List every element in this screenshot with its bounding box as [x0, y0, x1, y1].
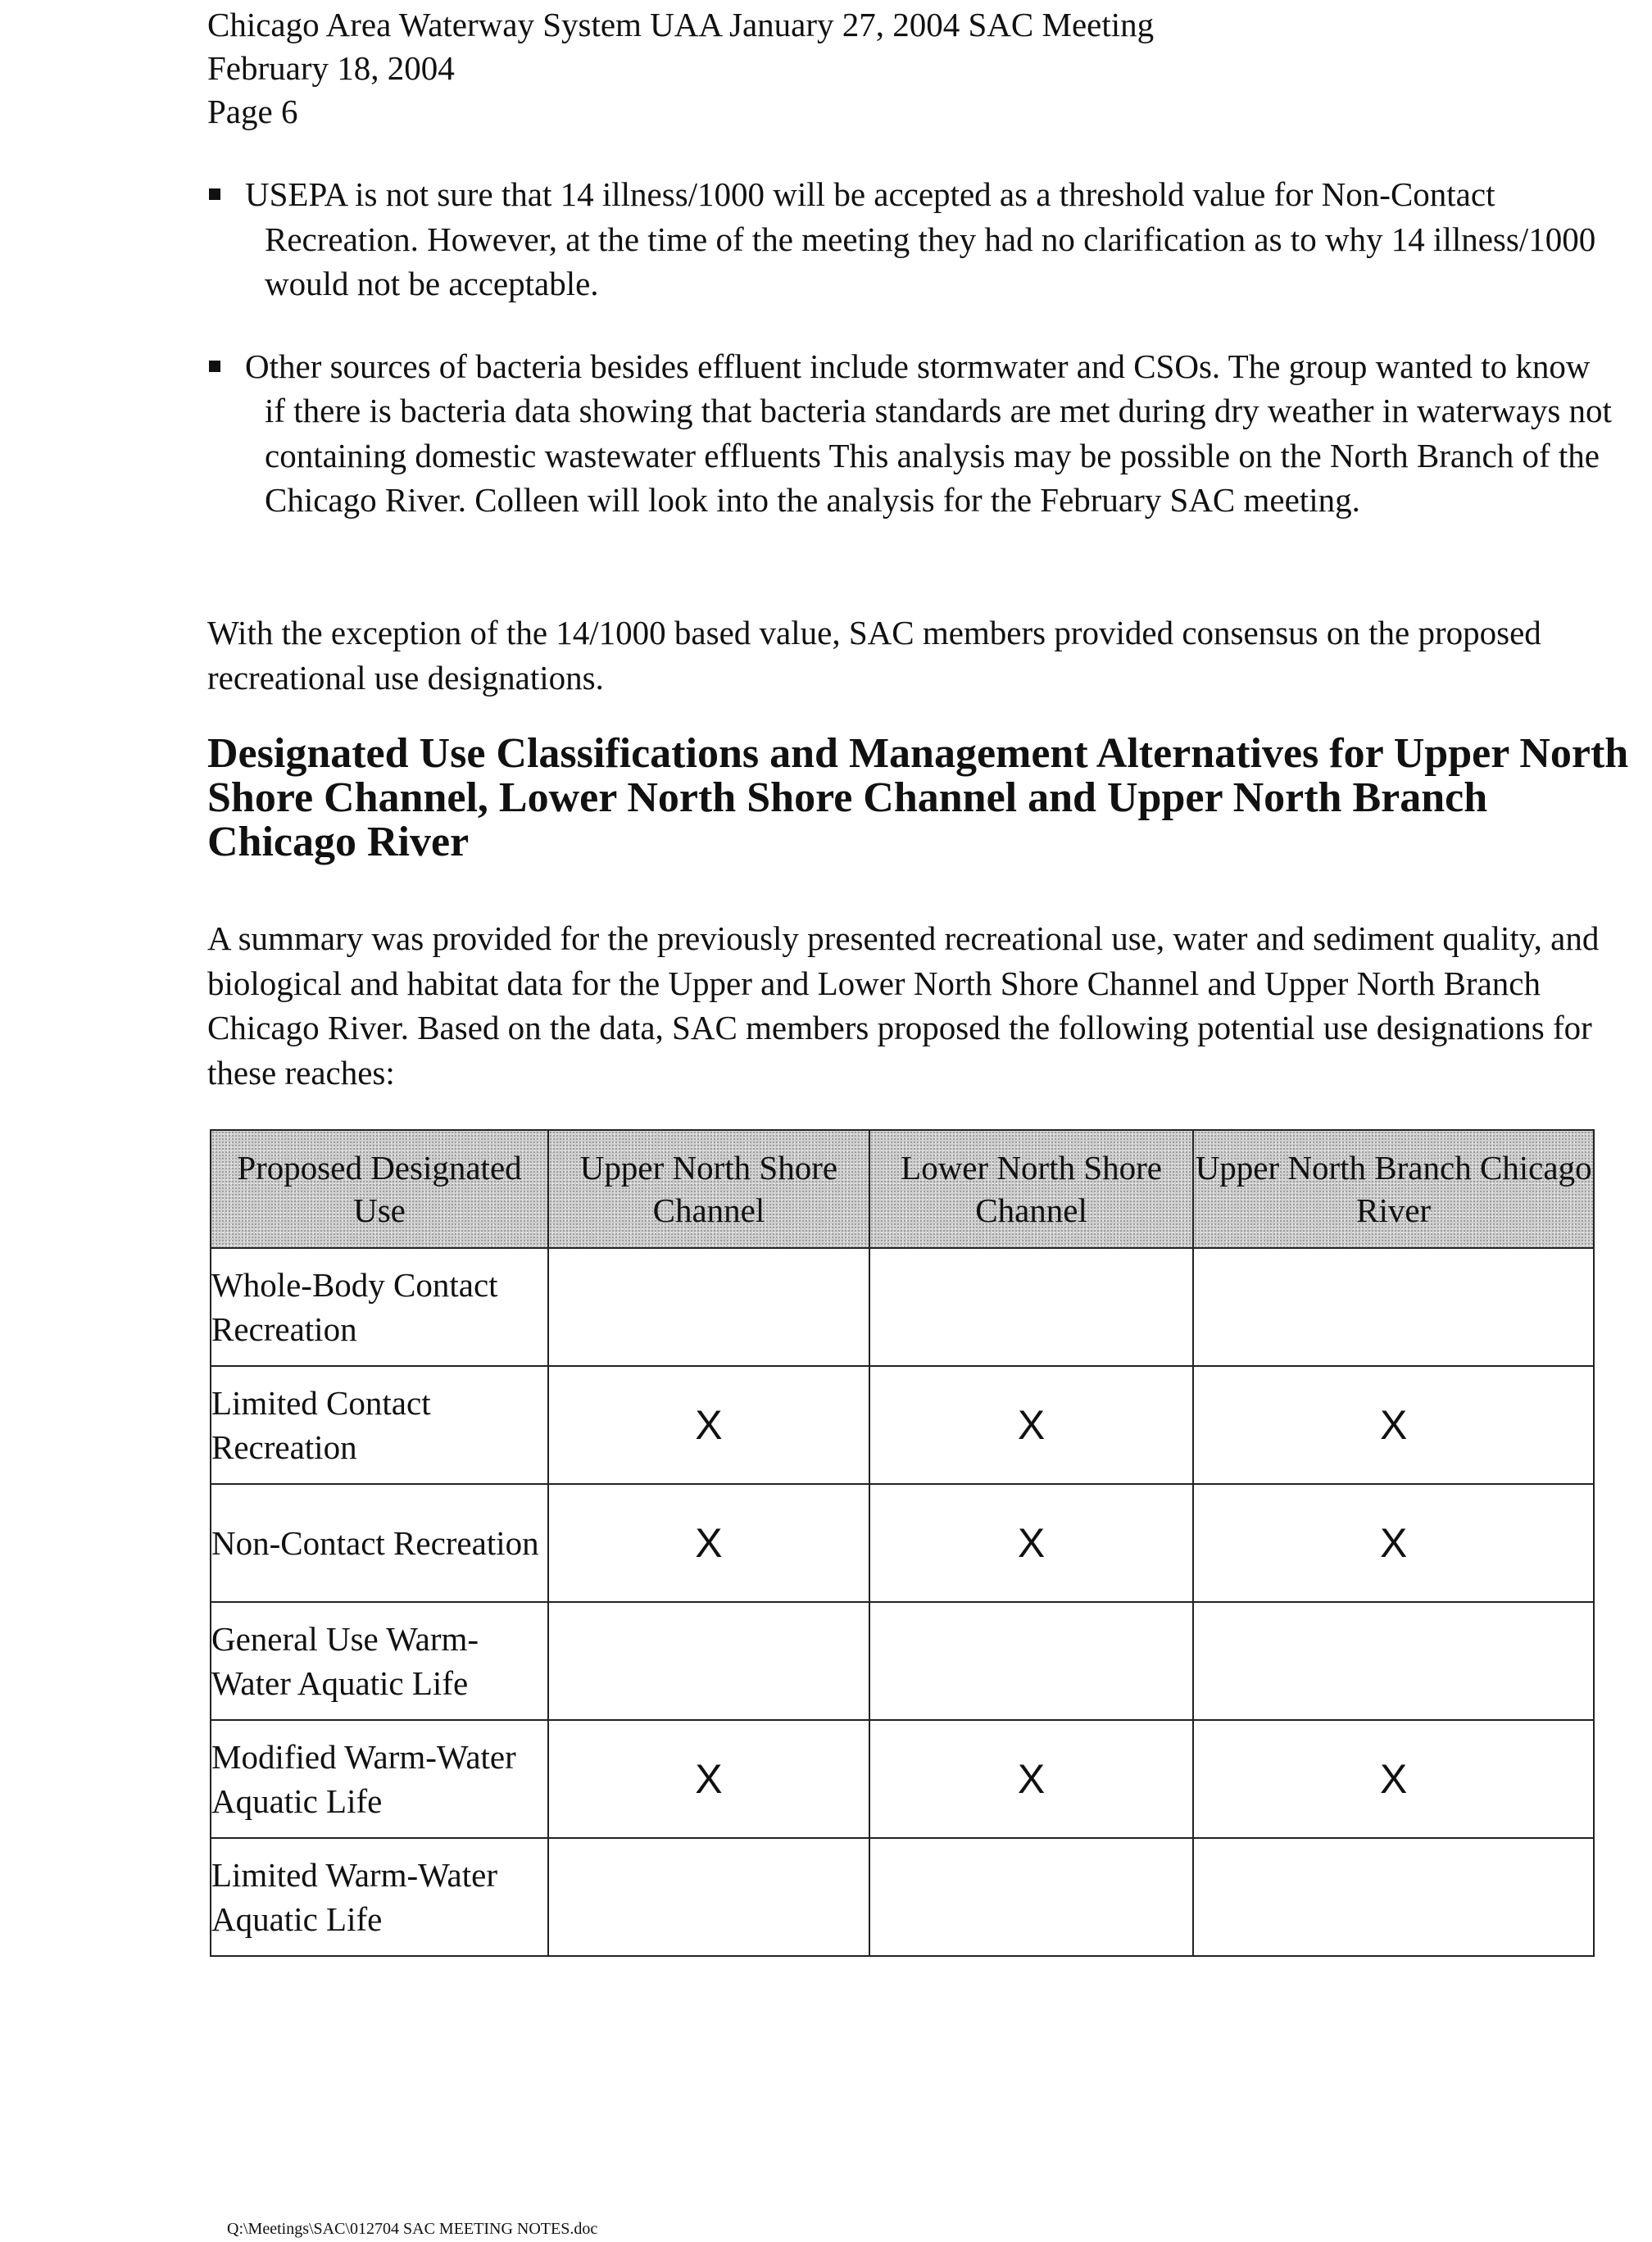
table-header-cell: Upper North Shore Channel	[548, 1130, 869, 1248]
mark-cell	[1193, 1838, 1594, 1956]
bullet-item	[207, 344, 1617, 523]
mark-cell	[869, 1838, 1193, 1956]
mark-cell	[1193, 1248, 1594, 1366]
bullet-text: USEPA is not sure that 14 illness/1000 will be accepted as a threshold value for Non-Contact Recreation. However, at the time of the meeting they had no clarification as to why 14 illness/1000 would not be acceptable.	[245, 175, 1596, 302]
mark-cell	[869, 1248, 1193, 1366]
mark-cell	[1193, 1602, 1594, 1720]
page-header	[207, 3, 1154, 134]
table-row	[211, 1602, 1594, 1720]
square-bullet-icon	[209, 361, 220, 372]
mark-cell: X	[548, 1366, 869, 1484]
table-header-cell: Upper North Branch Chicago River	[1193, 1130, 1594, 1248]
mark-cell: X	[1193, 1720, 1594, 1838]
table-row	[211, 1248, 1594, 1366]
designated-use-table	[210, 1129, 1595, 1957]
header-date: February 18, 2004	[207, 49, 455, 87]
bullet-text: Other sources of bacteria besides effluent include stormwater and CSOs. The group wanted to know if there is bacteria data showing that bacteria standards are met during dry weather in waterways not containing domestic wastewater effluents This analysis may be possible on the North Branch of the Chicago River. Colleen will look into the analysis for the February SAC meeting.	[245, 347, 1612, 519]
mark-cell	[869, 1602, 1193, 1720]
bullet-item	[207, 172, 1617, 306]
table-row	[211, 1484, 1594, 1602]
table-row	[211, 1366, 1594, 1484]
use-label-cell: Modified Warm-Water Aquatic Life	[211, 1720, 548, 1838]
mark-cell: X	[1193, 1484, 1594, 1602]
mark-cell: X	[869, 1366, 1193, 1484]
mark-cell	[548, 1602, 869, 1720]
mark-cell: X	[869, 1484, 1193, 1602]
use-label-cell: General Use Warm-Water Aquatic Life	[211, 1602, 548, 1720]
mark-cell: X	[1193, 1366, 1594, 1484]
mark-cell	[548, 1248, 869, 1366]
table-header-cell: Proposed Designated Use	[211, 1130, 548, 1248]
use-label-cell: Whole-Body Contact Recreation	[211, 1248, 548, 1366]
use-label-cell: Non-Contact Recreation	[211, 1484, 548, 1602]
mark-cell: X	[869, 1720, 1193, 1838]
summary-paragraph: A summary was provided for the previously presented recreational use, water and sediment quality, and biological and habitat data for the Upper and Lower North Shore Channel and Upper North Branch Chicago River. Based on the data, SAC members proposed the following potential use designations for these reaches:	[207, 919, 1600, 1092]
table-header-cell: Lower North Shore Channel	[869, 1130, 1193, 1248]
table-row	[211, 1838, 1594, 1956]
consensus-paragraph: With the exception of the 14/1000 based value, SAC members provided consensus on the proposed recreational use designations.	[207, 614, 1541, 697]
use-label-cell: Limited Warm-Water Aquatic Life	[211, 1838, 548, 1956]
mark-cell: X	[548, 1484, 869, 1602]
header-page-number: Page 6	[207, 93, 298, 130]
section-heading: Designated Use Classifications and Management Alternatives for Upper North Shore Channel, Lower North Shore Channel and Upper North Branch Chicago River	[207, 730, 1629, 865]
file-path-footer: Q:\Meetings\SAC\012704 SAC MEETING NOTES.doc	[227, 2220, 598, 2238]
mark-cell: X	[548, 1720, 869, 1838]
header-title: Chicago Area Waterway System UAA January 27, 2004 SAC Meeting	[207, 6, 1155, 43]
table-row	[211, 1720, 1594, 1838]
bullet-list	[207, 172, 1617, 560]
table-header-row	[211, 1130, 1594, 1248]
mark-cell	[548, 1838, 869, 1956]
use-label-cell: Limited Contact Recreation	[211, 1366, 548, 1484]
square-bullet-icon	[209, 188, 220, 200]
